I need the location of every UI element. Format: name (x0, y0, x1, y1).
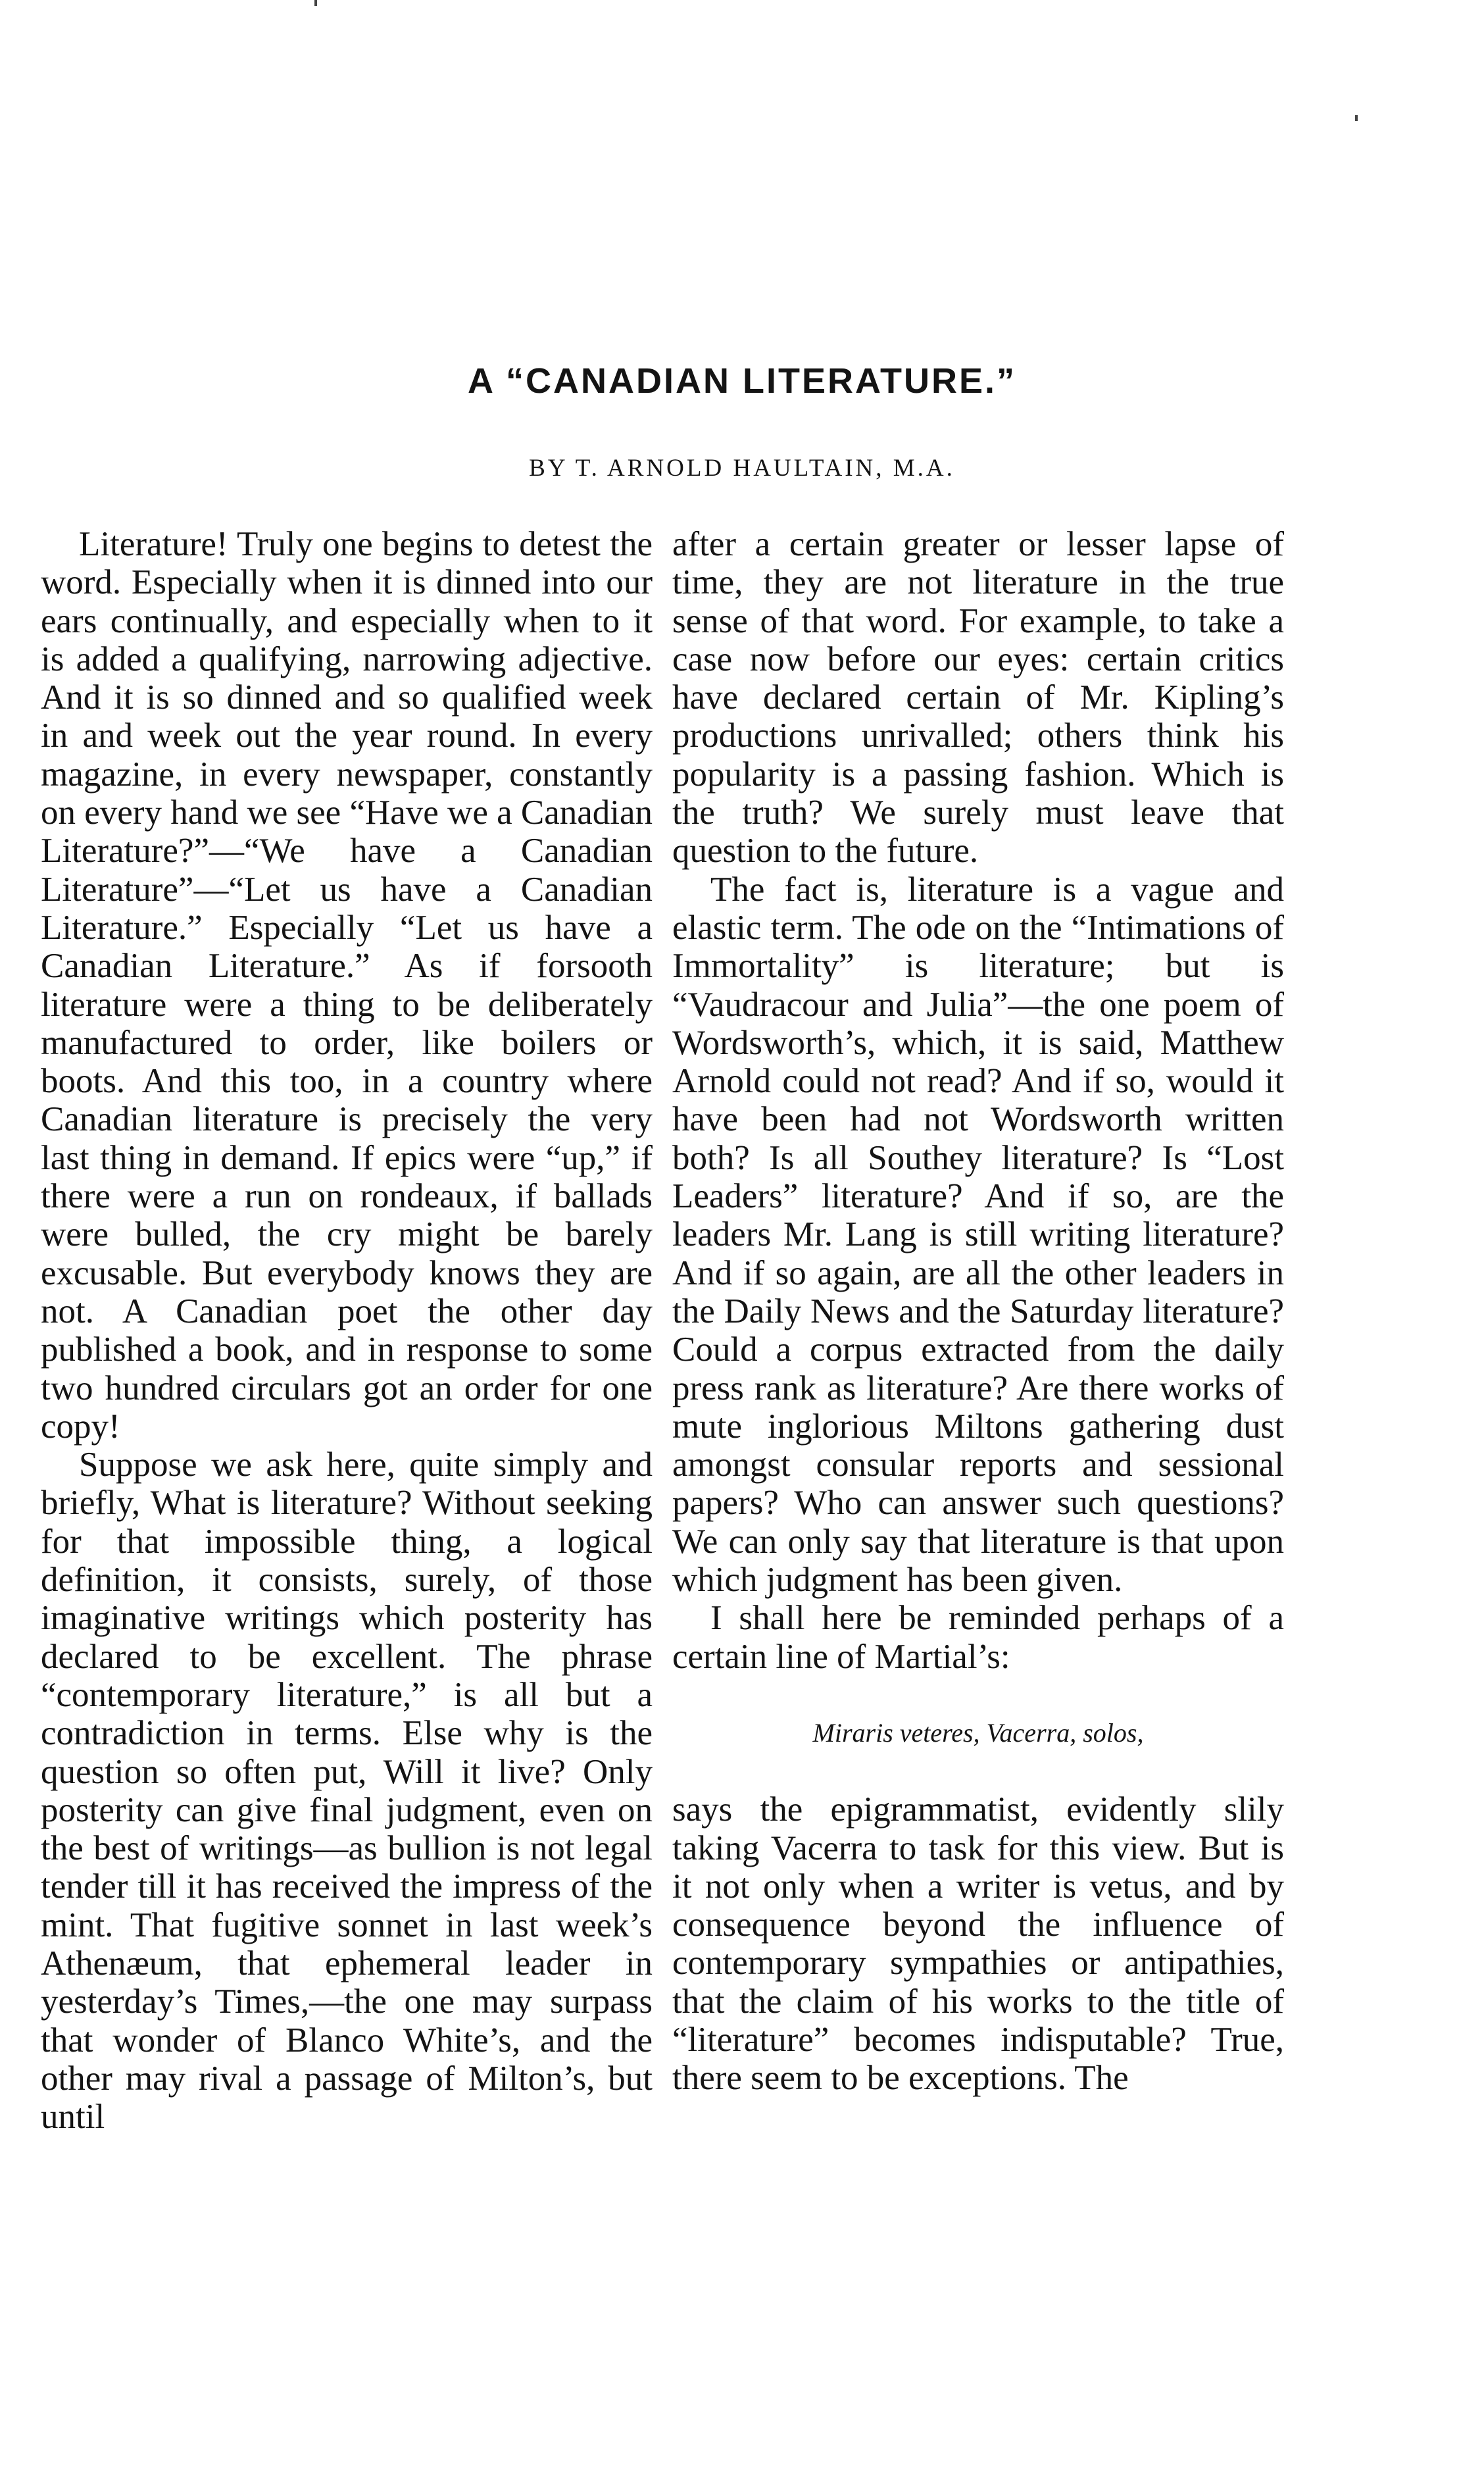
left-column (41, 525, 653, 2136)
paragraph: I shall here be reminded perhaps of a certain line of Martial’s: (672, 1599, 1284, 1676)
right-column (672, 525, 1284, 2098)
paragraph: The fact is, literature is a vague and elastic term. The ode on the “Intimations of Immortality” is literature; but is “Vaudracour and Julia”—the one poem of Wordsworth’s, which, it is said, Matthew Arnold could not read? And if so, would it have been had not Wordsworth written both? Is all Southey literature? Is “Lost Leaders” literature? And if so, are the leaders Mr. Lang is still writing literature? And if so again, are all the other leaders in the Daily News and the Saturday literature? Could a corpus extracted from the daily press rank as literature? Are there works of mute inglorious Miltons gathering dust amongst consular reports and sessional papers? Who can answer such questions? We can only say that literature is that upon which judgment has been given. (672, 870, 1284, 1600)
paragraph: after a certain greater or lesser lapse of time, they are not literature in the true sense of that word. For example, to take a case now before our eyes: certain critics have declared certain of Mr. Kipling’s productions unrivalled; others think his popularity is a passing fashion. Which is the truth? We surely must leave that question to the future. (672, 525, 1284, 871)
paragraph: Suppose we ask here, quite simply and briefly, What is literature? Without seeking for that impossible thing, a logical definition, it consists, surely, of those imaginative writings which posterity has declared to be excellent. The phrase “contemporary literature,” is all but a contradiction in terms. Else why is the question so often put, Will it live? Only posterity can give final judgment, even on the best of writings—as bullion is not legal tender till it has received the impress of the mint. That fugitive sonnet in last week’s Athenæum, that ephemeral leader in yesterday’s Times,—the one may surpass that wonder of Blanco White’s, and the other may rival a passage of Milton’s, but until (41, 1446, 653, 2136)
latin-quotation: Miraris veteres, Vacerra, solos, (812, 1717, 1144, 1748)
article-title: A “CANADIAN LITERATURE.” (468, 361, 1016, 401)
paragraph: says the epigrammatist, evidently slily taking Vacerra to task for this view. But is it not only when a writer is vetus, and by consequence beyond the influence of contemporary sympathies or antipathies, that the claim of his works to the title of “literature” becomes indisputable? True, there seem to be exceptions. The (672, 1790, 1284, 2098)
ink-mark (314, 0, 317, 6)
paragraph: Literature! Truly one begins to detest the word. Especially when it is dinned into our ears continually, and especially when to it is added a qualifying, narrowing adjective. And it is so dinned and so qualified week in and week out the year round. In every magazine, in every newspaper, constantly on every hand we see “Have we a Canadian Literature?”—“We have a Canadian Literature”—“Let us have a Canadian Literature.” Especially “Let us have a Canadian Literature.” As if forsooth literature were a thing to be deliberately manufactured to order, like boilers or boots. And this too, in a country where Canadian literature is precisely the very last thing in demand. If epics were “up,” if there were a run on rondeaux, if ballads were bulled, the cry might be barely excusable. But everybody knows they are not. A Canadian poet the other day published a book, and in response to some two hundred circulars got an order for one copy! (41, 525, 653, 1446)
ink-mark (1355, 115, 1358, 121)
article-byline: BY T. ARNOLD HAULTAIN, M.A. (529, 455, 955, 482)
